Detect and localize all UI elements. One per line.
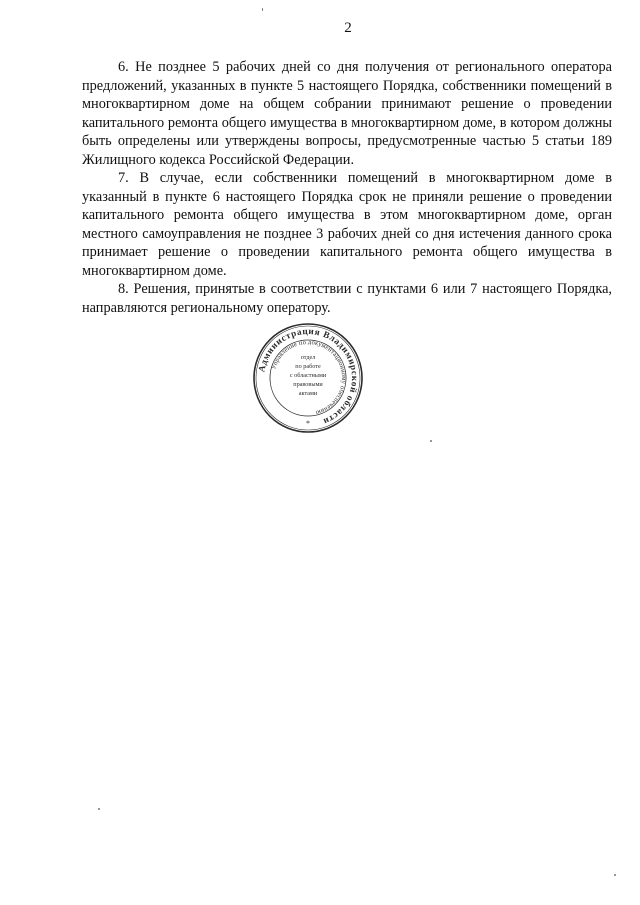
scan-speck <box>98 808 100 810</box>
stamp-line-3: с областными <box>289 372 327 379</box>
stamp-star-icon: * <box>306 419 310 428</box>
paragraph-7: 7. В случае, если собственники помещений в многоквартирном доме в указанный в пункте 6 настоящего Порядка срок не приняли решение о проведении капитального ремонта общего имущества в этом многоквартирном доме, орган местного самоуправления не позднее 3 рабочих дней со дня истечения данного срока принимает решение о проведении капитального ремонта общего имущества в многоквартирном доме. <box>82 170 612 279</box>
document-body <box>82 58 612 317</box>
stamp-outer-text: Администрация Владимирской области <box>256 325 361 428</box>
scan-speck <box>614 874 616 876</box>
official-stamp <box>252 322 364 434</box>
stamp-seal-icon <box>252 322 364 434</box>
page-number: 2 <box>344 20 352 36</box>
scan-speck <box>430 440 432 442</box>
stamp-inner-ring-text: Управление по документационному обеспечению <box>270 338 348 417</box>
stamp-line-5: актами <box>298 390 318 397</box>
stamp-line-1: отдел <box>300 354 316 361</box>
stamp-line-2: по работе <box>295 363 321 370</box>
paragraph-6: 6. Не позднее 5 рабочих дней со дня получения от регионального оператора предложений, указанных в пункте 5 настоящего Порядка, собственники помещений в многоквартирном доме на общем собрании принимают решение о проведении капитального ремонта общего имущества в многоквартирном доме, в котором должны быть определены или утверждены вопросы, предусмотренные частью 5 статьи 189 Жилищного кодекса Российской Федерации. <box>82 59 612 168</box>
paragraph-8: 8. Решения, принятые в соответствии с пунктами 6 или 7 настоящего Порядка, направляются региональному оператору. <box>82 281 612 316</box>
stamp-line-4: правовыми <box>293 381 323 388</box>
scan-speck <box>262 8 263 11</box>
